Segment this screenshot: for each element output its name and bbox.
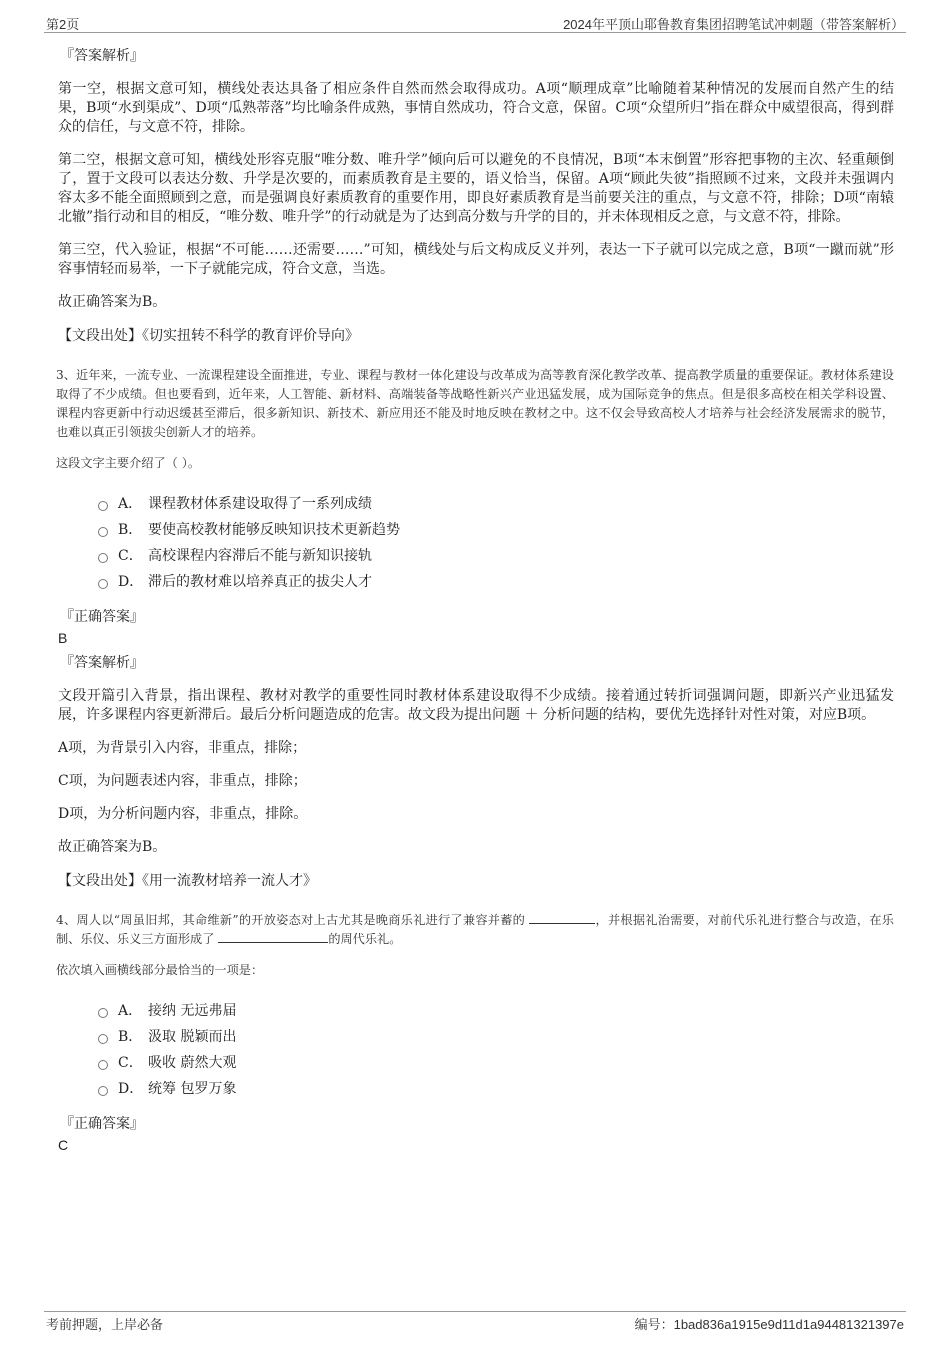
q4-option-b[interactable] — [96, 1024, 894, 1050]
option-text: 高校课程内容滞后不能与新知识接轨 — [148, 548, 372, 564]
q4-options — [96, 998, 894, 1102]
radio-icon[interactable] — [98, 579, 108, 589]
q3-option-c[interactable] — [96, 543, 894, 569]
q3-analysis-para-4: D项，为分析问题内容，非重点，排除。 — [58, 806, 308, 822]
footer-divider — [44, 1311, 906, 1312]
q2-analysis-label: 『答案解析』 — [60, 48, 144, 64]
option-text: 统筹 包罗万象 — [148, 1081, 237, 1097]
q3-options — [96, 491, 894, 595]
q3-analysis-para-3: C项，为问题表述内容，非重点，排除； — [58, 773, 307, 789]
q3-answer: B — [58, 630, 68, 646]
q4-option-a[interactable] — [96, 998, 894, 1024]
header-divider — [44, 32, 906, 33]
q2-source: 【文段出处】《切实扭转不科学的教育评价导向》 — [58, 328, 359, 344]
q3-source: 【文段出处】《用一流教材培养一流人才》 — [58, 873, 317, 889]
q4-text-part-2: ，并根据礼治需要，对前代乐礼进行整合与改造，在乐制、乐仪、乐义三方面形成了 — [56, 913, 894, 946]
q3-stem: 这段文字主要介绍了（ ）。 — [56, 456, 201, 470]
q4-option-c[interactable] — [96, 1050, 894, 1076]
option-letter: A． — [118, 1003, 143, 1019]
radio-icon[interactable] — [98, 1008, 108, 1018]
q4-option-d[interactable] — [96, 1076, 894, 1102]
q2-analysis-conclusion: 故正确答案为B。 — [58, 294, 167, 310]
page-content — [56, 44, 894, 1158]
option-letter: B． — [118, 1029, 143, 1045]
q2-analysis-para-1: 第一空，根据文意可知，横线处表达具备了相应条件自然而然会取得成功。A项“顺理成章”比喻随着某种情况的发展而自然产生的结果，B项“水到渠成”、D项“瓜熟蒂落”均比喻条件成熟，事情自然成功，符合文意，保留。C项“众望所归”指在群众中威望很高，得到群众的信任，与文意不符，排除。 — [58, 81, 894, 135]
option-text: 滞后的教材难以培养真正的拔尖人才 — [148, 574, 372, 590]
header-title: 2024年平顶山耶鲁教育集团招聘笔试冲刺题（带答案解析） — [563, 17, 904, 32]
footer-document-code: 编号：1bad836a1915e9d11d1a94481321397e — [634, 1317, 904, 1332]
q3-analysis-para-2: A项，为背景引入内容，非重点，排除； — [58, 740, 307, 756]
option-text: 要使高校教材能够反映知识技术更新趋势 — [148, 522, 400, 538]
option-letter: D． — [118, 574, 144, 590]
option-letter: C． — [118, 1055, 143, 1071]
q3-text: 3、近年来，一流专业、一流课程建设全面推进，专业、课程与教材一体化建设与改革成为高等教育深化教学改革、提高教学质量的重要保证。教材体系建设取得了不少成绩。但也要看到，近年来，人工智能、新材料、高端装备等战略性新兴产业迅猛发展，成为国际竞争的焦点。但是很多高校在相关学科设置、课程内容更新中行动迟缓甚至滞后，很多新知识、新技术、新应用还不能及时地反映在教材之中。这不仅会导致高校人才培养与社会经济发展需求的脱节，也难以真正引领拔尖创新人才的培养。 — [56, 368, 894, 439]
radio-icon[interactable] — [98, 1060, 108, 1070]
option-text: 汲取 脱颖而出 — [148, 1029, 237, 1045]
q3-option-a[interactable] — [96, 491, 894, 517]
option-text: 课程教材体系建设取得了一系列成绩 — [148, 496, 372, 512]
q3-option-d[interactable] — [96, 569, 894, 595]
q4-stem: 依次填入画横线部分最恰当的一项是： — [56, 963, 264, 977]
footer-slogan: 考前押题，上岸必备 — [46, 1318, 164, 1333]
radio-icon[interactable] — [98, 527, 108, 537]
option-letter: C． — [118, 548, 143, 564]
q4-blank-1 — [529, 911, 595, 924]
q4-text — [56, 911, 894, 949]
q3-analysis-conclusion: 故正确答案为B。 — [58, 839, 167, 855]
radio-icon[interactable] — [98, 501, 108, 511]
radio-icon[interactable] — [98, 1034, 108, 1044]
q4-text-part-3: 的周代乐礼。 — [328, 932, 402, 946]
header-page-number: 第2页 — [46, 17, 80, 32]
option-text: 吸收 蔚然大观 — [148, 1055, 237, 1071]
q2-analysis-para-2: 第二空，根据文意可知，横线处形容克服“唯分数、唯升学”倾向后可以避免的不良情况，B项“本末倒置”形容把事物的主次、轻重颠倒了，置于文段可以表达分数、升学是次要的，而素质教育是主要的，语义恰当，保留。A项“顾此失彼”指照顾不过来，文段并未强调内容太多不能全面照顾到之意，而是强调良好素质教育的重要作用，即良好素质教育是当前要关注的重点，与文意不符，排除；D项“南辕北辙”指行动和目的相反，“唯分数、唯升学”的行动就是为了达到高分数与升学的目的，并未体现相反之意，与文意不符，排除。 — [58, 152, 894, 225]
q3-answer-label: 『正确答案』 — [60, 609, 144, 625]
option-letter: B． — [118, 522, 143, 538]
q4-text-part-1: 4、周人以“周虽旧邦，其命维新”的开放姿态对上古尤其是晚商乐礼进行了兼容并蓄的 — [56, 913, 530, 927]
radio-icon[interactable] — [98, 553, 108, 563]
option-letter: D． — [118, 1081, 144, 1097]
q3-analysis-para-1: 文段开篇引入背景，指出课程、教材对教学的重要性同时教材体系建设取得不少成绩。接着通过转折词强调问题，即新兴产业迅猛发展，许多课程内容更新滞后。最后分析问题造成的危害。故文段为提出问题 ＋ 分析问题的结构，要优先选择针对性对策，对应B项。 — [58, 688, 894, 723]
q4-answer: C — [58, 1137, 69, 1153]
q4-blank-2 — [218, 930, 328, 943]
q3-analysis-label: 『答案解析』 — [60, 655, 144, 671]
option-text: 接纳 无远弗届 — [148, 1003, 237, 1019]
q4-answer-label: 『正确答案』 — [60, 1116, 144, 1132]
radio-icon[interactable] — [98, 1086, 108, 1096]
q2-analysis-para-3: 第三空，代入验证，根据“不可能……还需要……”可知，横线处与后文构成反义并列，表达一下子就可以完成之意，B项“一蹴而就”形容事情轻而易举，一下子就能完成，符合文意，当选。 — [58, 242, 894, 277]
q3-option-b[interactable] — [96, 517, 894, 543]
option-letter: A． — [118, 496, 143, 512]
